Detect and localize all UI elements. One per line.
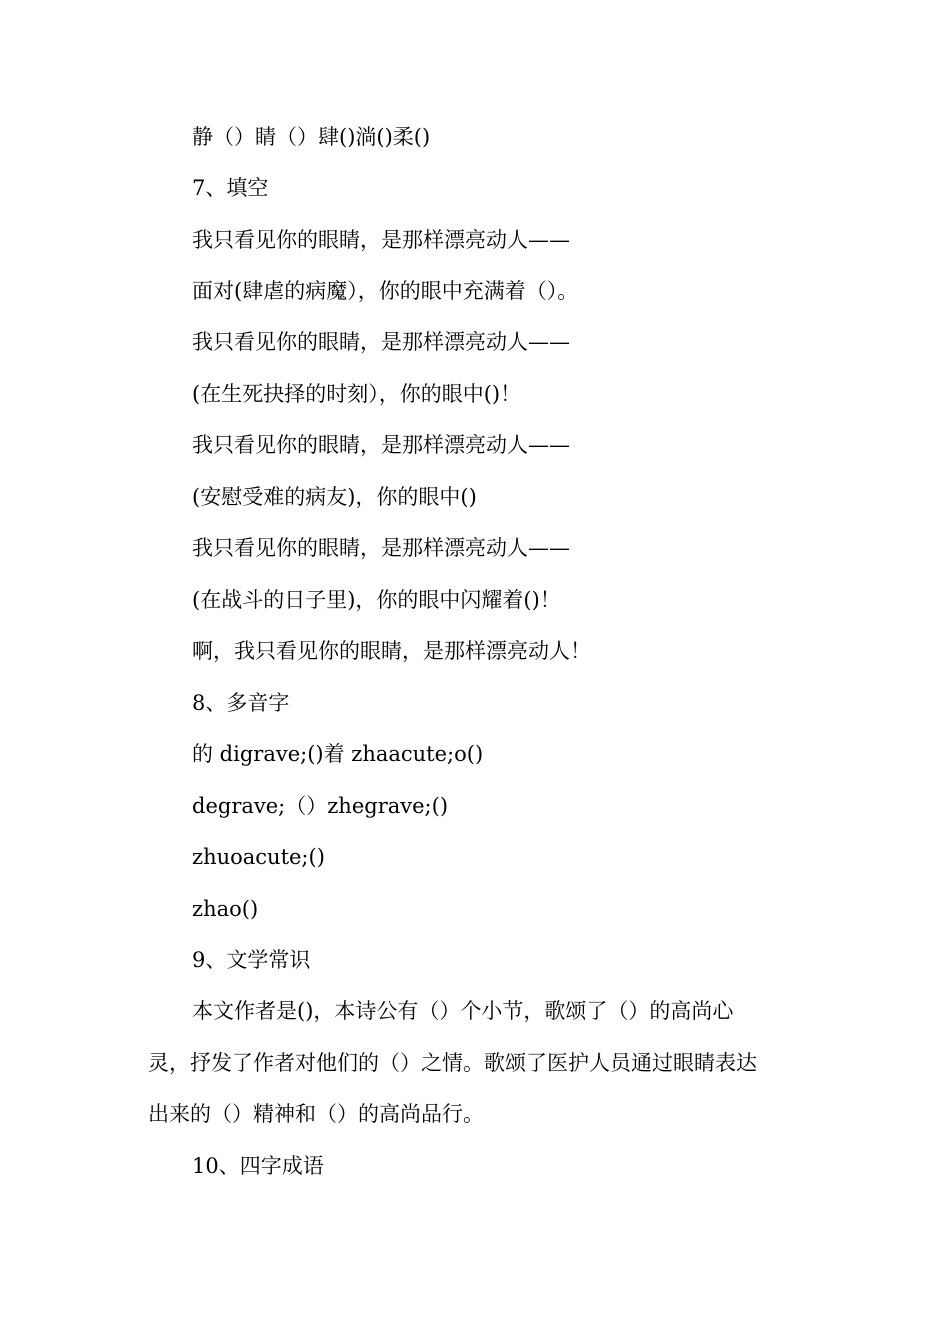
text-line-8: (安慰受难的病友)，你的眼中() (192, 485, 477, 509)
text-line-14: degrave;（）zhegrave;() (192, 794, 449, 818)
text-line-15: zhuoacute;() (192, 845, 325, 869)
text-line-4: 面对(肆虐的病魔），你的眼中充满着（）。 (192, 279, 579, 303)
text-line-13: 的 digrave;()着 zhaacute;o() (192, 742, 484, 766)
text-line-9: 我只看见你的眼睛，是那样漂亮动人—— (192, 536, 570, 560)
text-line-10: (在战斗的日子里)，你的眼中闪耀着()！ (192, 588, 561, 612)
paragraph-line-3: 出来的（）精神和（）的高尚品行。 (148, 1102, 484, 1126)
paragraph-line-1: 本文作者是()，本诗公有（）个小节，歌颂了（）的高尚心 (192, 999, 734, 1023)
text-line-5: 我只看见你的眼睛，是那样漂亮动人—— (192, 330, 570, 354)
section-heading-7: 7、填空 (192, 176, 269, 200)
text-line-11: 啊，我只看见你的眼睛，是那样漂亮动人！ (192, 639, 591, 663)
section-heading-9: 9、文学常识 (192, 948, 311, 972)
text-line-3: 我只看见你的眼睛，是那样漂亮动人—— (192, 228, 570, 252)
text-line-7: 我只看见你的眼睛，是那样漂亮动人—— (192, 433, 570, 457)
text-line-1: 静（）睛（）肆()淌()柔() (192, 125, 431, 149)
paragraph-line-2: 灵，抒发了作者对他们的（）之情。歌颂了医护人员通过眼睛表达 (148, 1051, 757, 1075)
text-line-6: (在生死抉择的时刻），你的眼中()！ (192, 382, 522, 406)
section-heading-10: 10、四字成语 (192, 1154, 324, 1178)
text-line-16: zhao() (192, 897, 259, 921)
section-heading-8: 8、多音字 (192, 691, 290, 715)
